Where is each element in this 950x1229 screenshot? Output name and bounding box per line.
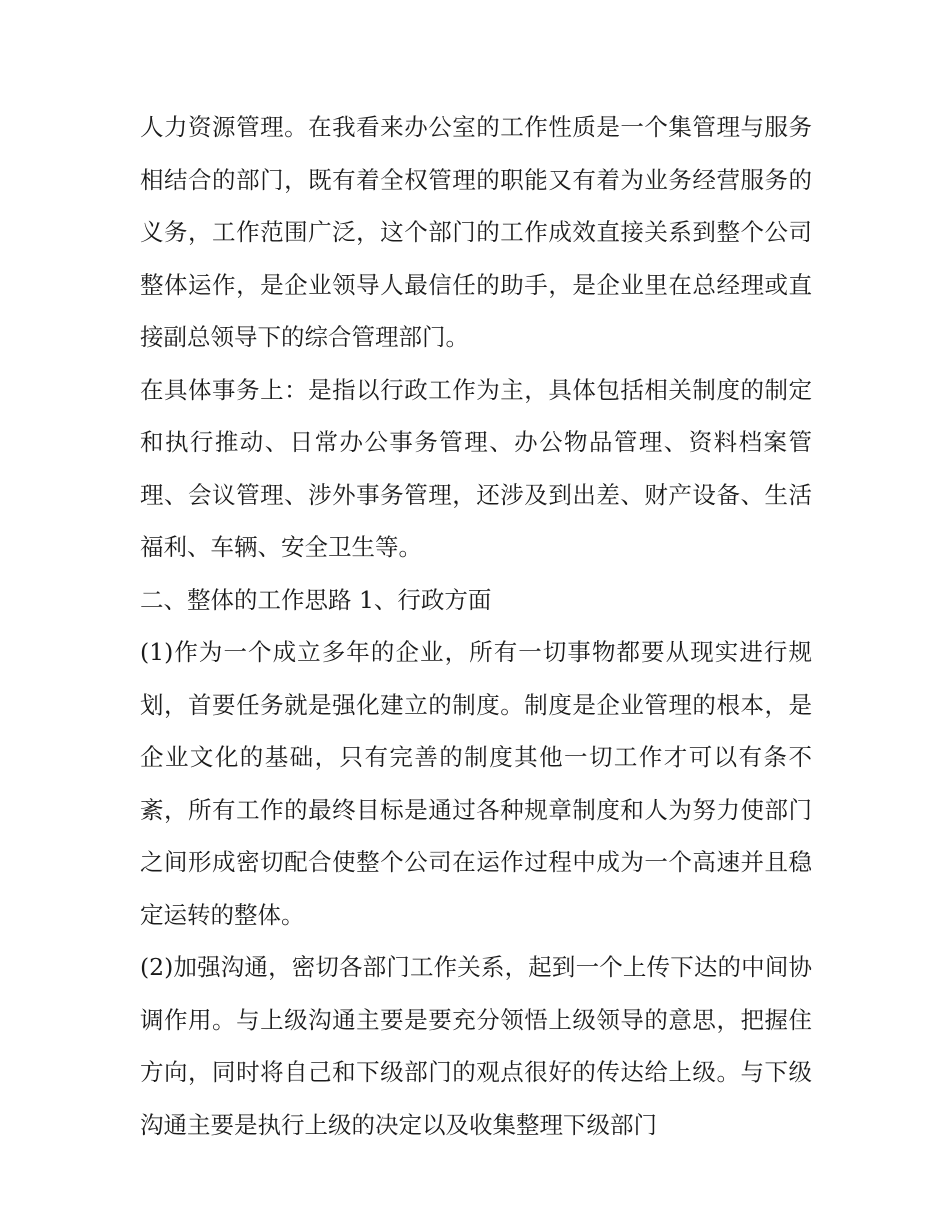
document-body	[140, 101, 812, 1151]
paragraph-office-nature: 人力资源管理。在我看来办公室的工作性质是一个集管理与服务相结合的部门，既有着全权管理的职能又有着为业务经营服务的义务，工作范围广泛，这个部门的工作成效直接关系到整个公司整体运作，是企业领导人最信任的助手，是企业里在总经理或直接副总领导下的综合管理部门。	[140, 113, 812, 351]
section-heading-work-approach: 二、整体的工作思路 1、行政方面	[140, 585, 492, 614]
paragraph-item-2: (2)加强沟通，密切各部门工作关系，起到一个上传下达的中间协调作用。与上级沟通主要是要充分领悟上级领导的意思，把握住方向，同时将自己和下级部门的观点很好的传达给上级。与下级沟通主要是执行上级的决定以及收集整理下级部门	[140, 953, 812, 1139]
paragraph-specific-affairs: 在具体事务上：是指以行政工作为主，具体包括相关制度的制定和执行推动、日常办公事务管理、办公物品管理、资料档案管理、会议管理、涉外事务管理，还涉及到出差、财产设备、生活福利、车辆、安全卫生等。	[140, 375, 812, 561]
paragraph-item-1: (1)作为一个成立多年的企业，所有一切事物都要从现实进行规划，首要任务就是强化建立的制度。制度是企业管理的根本，是企业文化的基础，只有完善的制度其他一切工作才可以有条不紊，所有工作的最终目标是通过各种规章制度和人为努力使部门之间形成密切配合使整个公司在运作过程中成为一个高速并且稳定运转的整体。	[140, 638, 812, 929]
